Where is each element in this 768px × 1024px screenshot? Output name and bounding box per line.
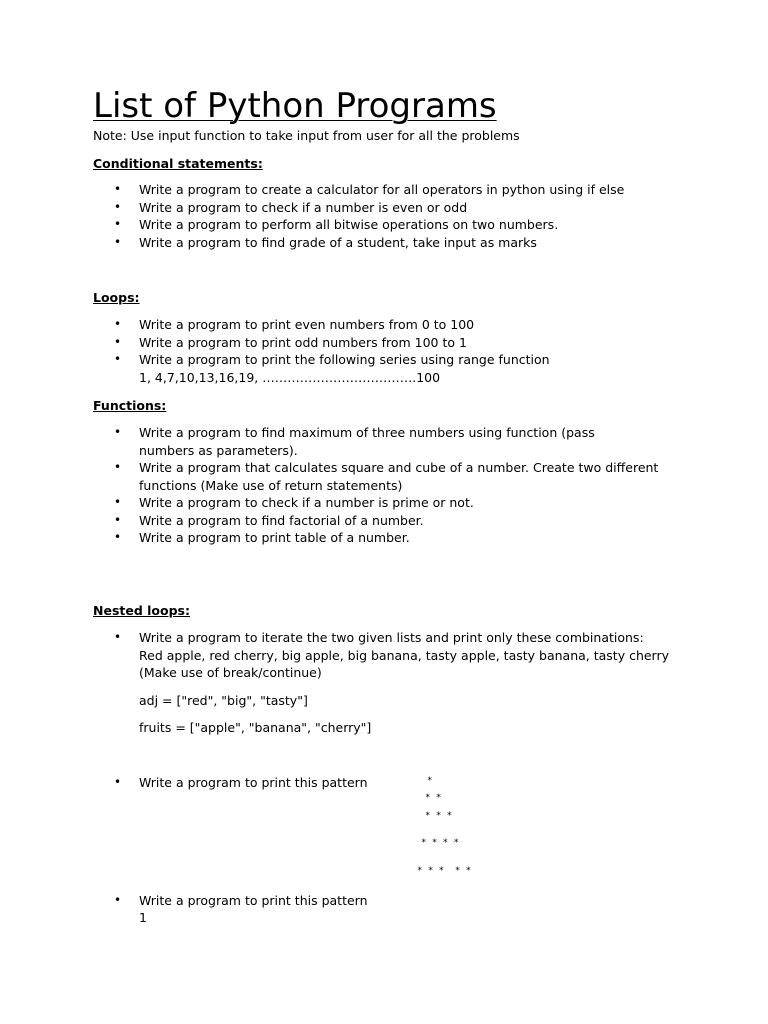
list-item: Write a program to check if a number is even or odd [139, 200, 468, 215]
list-item-continuation: (Make use of break/continue) [139, 665, 322, 680]
bullet-icon: • [114, 460, 122, 474]
bullet-icon: • [114, 335, 122, 349]
section-heading-nested-loops: Nested loops: [93, 603, 190, 618]
bullet-icon: • [114, 530, 122, 544]
pattern-row: * * * [425, 811, 453, 821]
list-item: Write a program to find maximum of three numbers using function (pass numbers as parameters). [139, 425, 595, 458]
list-item: Write a program to create a calculator for all operators in python using if else [139, 182, 625, 197]
bullet-icon: • [114, 495, 122, 509]
section-heading-loops: Loops: [93, 290, 140, 305]
list-item: Write a program to print table of a number. [139, 530, 410, 545]
code-line-fruits: fruits = ["apple", "banana", "cherry"] [139, 720, 372, 735]
pattern-row: * * * * * [417, 866, 472, 876]
list-item: Write a program to print even numbers from 0 to 100 [139, 317, 475, 332]
list-item: Write a program to print odd numbers from 100 to 1 [139, 335, 467, 350]
list-item: Write a program to print this pattern [139, 775, 368, 790]
code-line-adj: adj = ["red", "big", "tasty"] [139, 693, 308, 708]
list-item: Write a program to print this pattern [139, 893, 368, 908]
list-item: Write a program to iterate the two given lists and print only these combinations: [139, 630, 644, 645]
bullet-icon: • [114, 217, 122, 231]
list-item: Write a program to perform all bitwise operations on two numbers. [139, 217, 559, 232]
list-item-continuation: Red apple, red cherry, big apple, big banana, tasty apple, tasty banana, tasty cherry [139, 648, 670, 663]
list-item: Write a program that calculates square and cube of a number. Create two different functions (Make use of return statements) [139, 460, 659, 493]
page-title: List of Python Programs [93, 86, 497, 126]
bullet-icon: • [114, 182, 122, 196]
series-text: 1, 4,7,10,13,16,19, ……………………………….100 [139, 370, 441, 385]
bullet-icon: • [114, 200, 122, 214]
list-item: Write a program to find factorial of a number. [139, 513, 424, 528]
bullet-icon: • [114, 775, 122, 789]
section-heading-functions: Functions: [93, 398, 167, 413]
list-item: Write a program to print the following series using range function [139, 352, 550, 367]
section-heading-conditional: Conditional statements: [93, 156, 263, 171]
list-item: Write a program to find grade of a student, take input as marks [139, 235, 537, 250]
pattern-row: * [427, 776, 433, 786]
list-item: Write a program to check if a number is prime or not. [139, 495, 474, 510]
pattern-row: * * [425, 793, 442, 803]
list-item-continuation: 1 [139, 910, 147, 925]
bullet-icon: • [114, 630, 122, 644]
note-text: Note: Use input function to take input from user for all the problems [93, 128, 520, 143]
bullet-icon: • [114, 513, 122, 527]
bullet-icon: • [114, 235, 122, 249]
bullet-icon: • [114, 425, 122, 439]
pattern-row: * * * * [421, 838, 459, 848]
bullet-icon: • [114, 893, 122, 907]
bullet-icon: • [114, 352, 122, 366]
bullet-icon: • [114, 317, 122, 331]
